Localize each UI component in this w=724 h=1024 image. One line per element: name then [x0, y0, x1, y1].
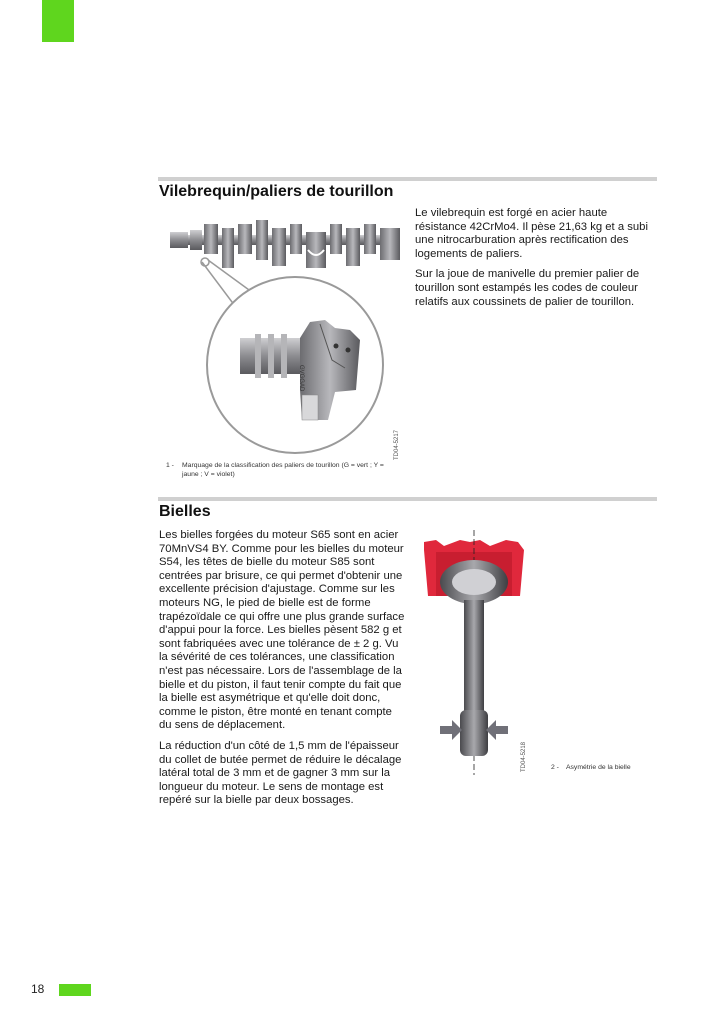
section-rule: [158, 497, 657, 501]
page-number: 18: [31, 982, 45, 996]
section-title: Vilebrequin/paliers de tourillon: [159, 183, 394, 200]
header-color-tab: [42, 0, 74, 42]
figure-id: TD04-5217: [394, 429, 400, 460]
figure-id: TD04-5218: [521, 741, 527, 772]
arrow-right-icon: [486, 720, 508, 740]
caption-text: Marquage de la classification des paliers de tourillon (G = vert ; Y = jaune ; V = violet): [182, 462, 384, 478]
paragraph: Le vilebrequin est forgé en acier haute résistance 42CrMo4. Il pèse 21,63 kg et a subi une nitrocarburation après rectification des logements de paliers.: [415, 207, 648, 260]
paragraph: Les bielles forgées du moteur S65 sont en acier 70MnVS4 BY. Comme pour les bielles du moteur S54, les têtes de bielle du moteur S85 sont centrées par brisure, ce qui permet d'obtenir une excellente précision d'ajustage. Comme sur les moteurs NG, le pied de bielle est de forme trapézoïdale ce qui offre une plus grande surface d'appui pour la force. Les bielles pèsent 582 g et sont fabriquées avec une tolérance de ± 2 g. Vu la sévérité de ces tolérances, une classification n'est pas nécessaire. Lors de l'assemblage de la bielle et du piston, il faut tenir compte du fait que la bielle est asymétrique et qu'elle doit donc, comme le piston, être monté en tenant compte du sens de déplacement.: [159, 529, 405, 732]
paragraph: La réduction d'un côté de 1,5 mm de l'épaisseur du collet de butée permet de réduire le décalage latéral total de 3 mm et de gagner 3 mm sur la longueur du moteur. Le sens de montage est repéré sur la bielle par deux bossages.: [159, 739, 402, 807]
arrow-left-icon: [440, 720, 462, 740]
crankshaft-drawing: [170, 220, 400, 268]
section-rule: [158, 177, 657, 181]
section-body: [159, 529, 405, 815]
section-body: [415, 207, 659, 316]
crankshaft-figure: [160, 210, 410, 460]
caption-number: 1 -: [166, 462, 174, 469]
stamp-code: GVGGAD: [298, 365, 304, 392]
caption-text: Asymétrie de la bielle: [566, 764, 631, 771]
paragraph: Sur la joue de manivelle du premier palier de tourillon sont estampés les codes de couleur relatifs aux coussinets de palier de tourillon.: [415, 268, 640, 308]
connecting-rod-figure: [420, 530, 530, 780]
caption-number: 2 -: [551, 764, 559, 771]
section-title: Bielles: [159, 503, 211, 520]
footer-color-tab: [59, 984, 91, 996]
